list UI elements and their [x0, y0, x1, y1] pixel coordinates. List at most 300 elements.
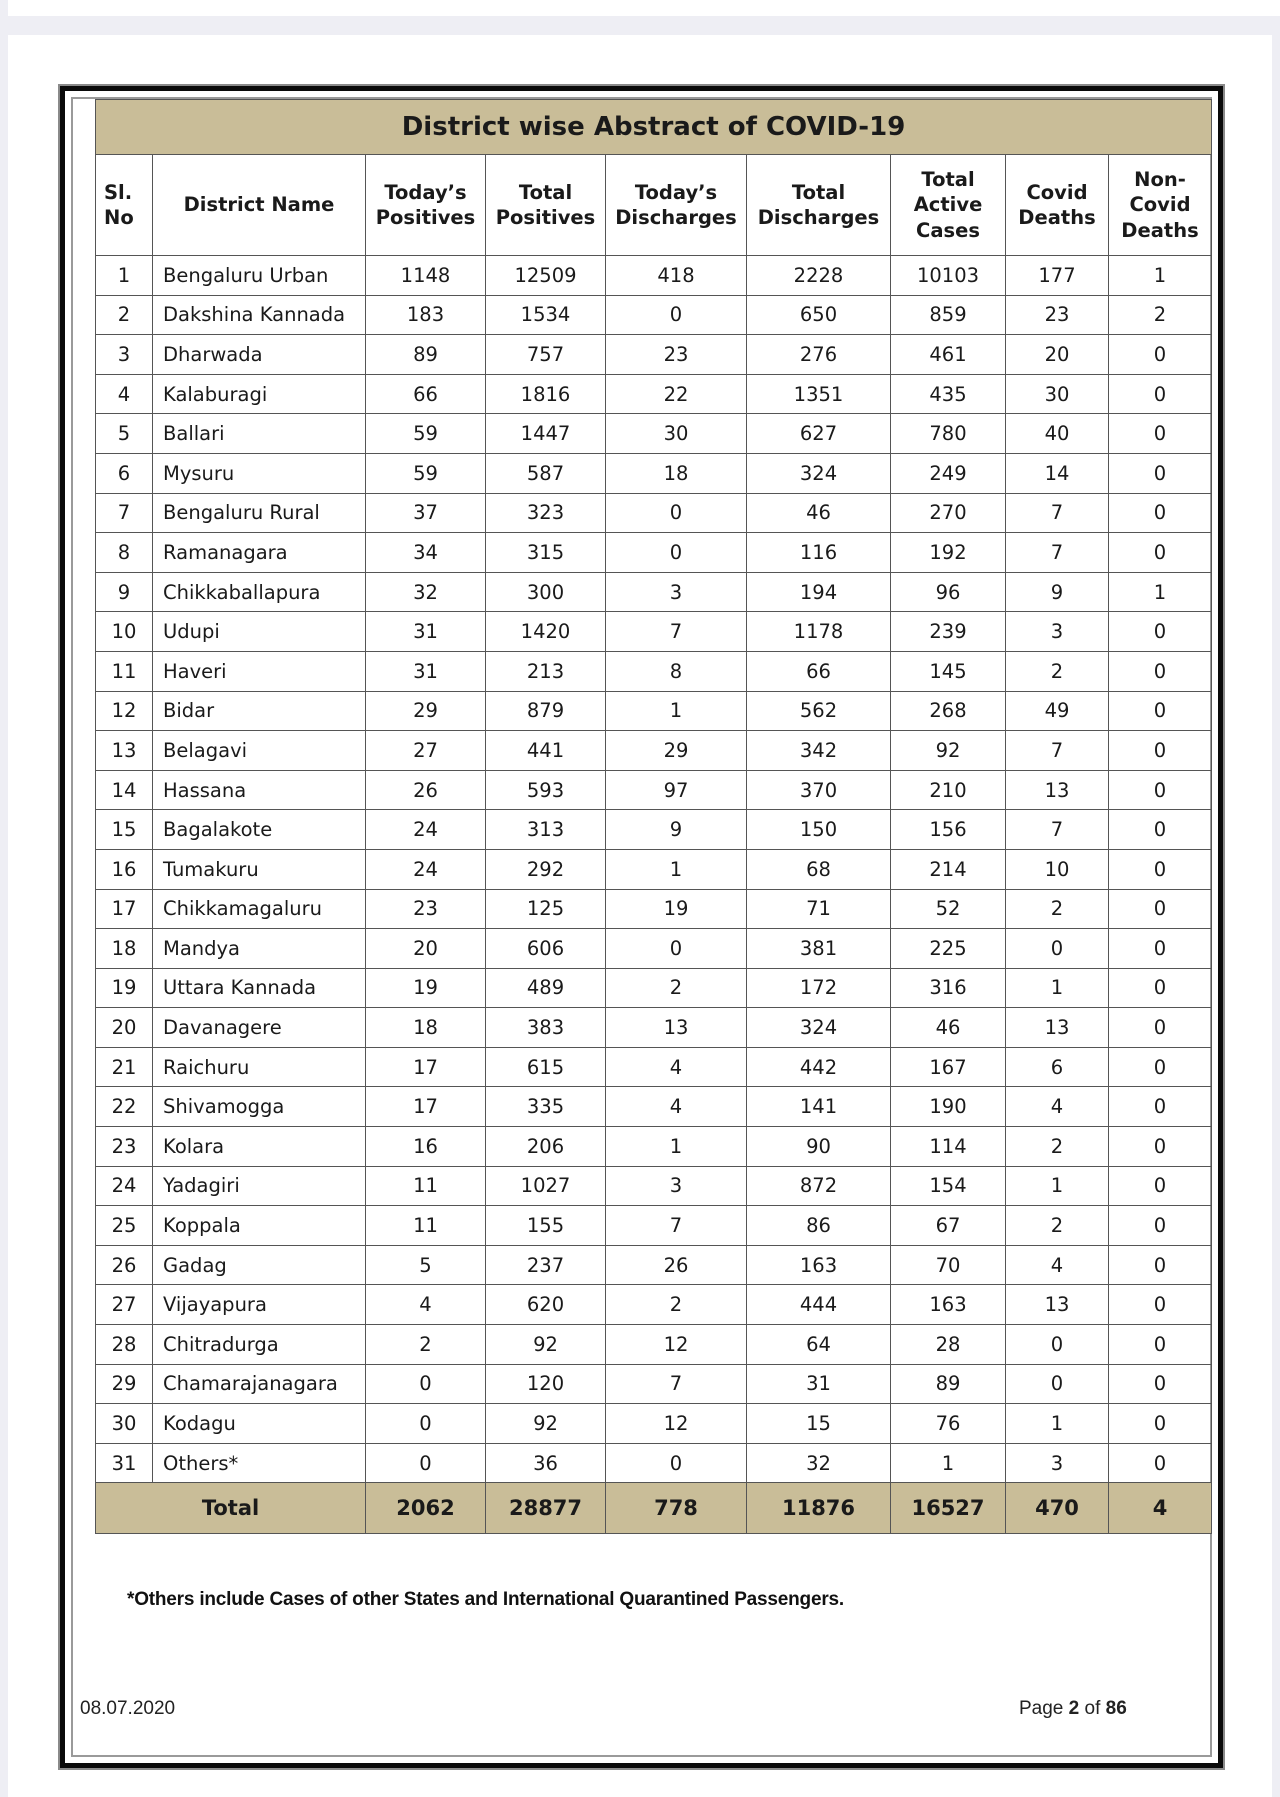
cell-total-active-cases: 210 — [891, 770, 1006, 810]
column-header-sl-no — [96, 155, 153, 256]
cell-district-name: Hassana — [153, 770, 366, 810]
cell-covid-deaths: 6 — [1006, 1047, 1109, 1087]
cell-total-positives: 120 — [486, 1364, 606, 1404]
cell-total-active-cases: 92 — [891, 731, 1006, 771]
cell-non-covid-deaths: 0 — [1109, 1364, 1212, 1404]
cell-todays-positives: 11 — [366, 1166, 486, 1206]
total-todays-positives: 2062 — [366, 1483, 486, 1534]
table-row — [96, 1087, 1212, 1127]
table-row — [96, 374, 1212, 414]
table-row — [96, 533, 1212, 573]
cell-todays-positives: 66 — [366, 374, 486, 414]
cell-total-discharges: 32 — [747, 1443, 891, 1483]
column-header-line: Non- — [1134, 167, 1186, 191]
cell-total-discharges: 342 — [747, 731, 891, 771]
table-row — [96, 1285, 1212, 1325]
cell-todays-positives: 1148 — [366, 256, 486, 296]
cell-sl-no: 26 — [96, 1245, 153, 1285]
cell-district-name: Tumakuru — [153, 849, 366, 889]
cell-non-covid-deaths: 0 — [1109, 1206, 1212, 1246]
cell-total-discharges: 276 — [747, 335, 891, 375]
cell-todays-positives: 0 — [366, 1364, 486, 1404]
cell-covid-deaths: 0 — [1006, 1325, 1109, 1365]
column-header-district-name — [153, 155, 366, 256]
cell-todays-positives: 29 — [366, 691, 486, 731]
cell-todays-discharges: 2 — [606, 968, 747, 1008]
cell-total-active-cases: 435 — [891, 374, 1006, 414]
cell-todays-positives: 59 — [366, 453, 486, 493]
cell-non-covid-deaths: 0 — [1109, 335, 1212, 375]
cell-sl-no: 16 — [96, 849, 153, 889]
cell-sl-no: 25 — [96, 1206, 153, 1246]
cell-total-active-cases: 167 — [891, 1047, 1006, 1087]
cell-total-active-cases: 67 — [891, 1206, 1006, 1246]
cell-todays-discharges: 97 — [606, 770, 747, 810]
table-row — [96, 453, 1212, 493]
cell-sl-no: 2 — [96, 295, 153, 335]
cell-todays-discharges: 12 — [606, 1325, 747, 1365]
cell-total-positives: 313 — [486, 810, 606, 850]
cell-total-discharges: 562 — [747, 691, 891, 731]
cell-total-positives: 615 — [486, 1047, 606, 1087]
cell-non-covid-deaths: 0 — [1109, 968, 1212, 1008]
table-title-row — [96, 100, 1212, 155]
cell-total-positives: 1816 — [486, 374, 606, 414]
cell-district-name: Dharwada — [153, 335, 366, 375]
page-number — [1019, 1698, 1127, 1720]
cell-total-discharges: 150 — [747, 810, 891, 850]
cell-total-positives: 323 — [486, 493, 606, 533]
cell-district-name: Bengaluru Urban — [153, 256, 366, 296]
cell-todays-positives: 0 — [366, 1404, 486, 1444]
cell-covid-deaths: 49 — [1006, 691, 1109, 731]
footnote: *Others include Cases of other States and International Quarantined Passengers. — [127, 1589, 844, 1610]
table-row — [96, 1364, 1212, 1404]
cell-district-name: Bengaluru Rural — [153, 493, 366, 533]
cell-total-positives: 12509 — [486, 256, 606, 296]
column-header-line: Active — [913, 193, 983, 217]
cell-todays-discharges: 1 — [606, 691, 747, 731]
cell-total-positives: 1534 — [486, 295, 606, 335]
cell-covid-deaths: 3 — [1006, 1443, 1109, 1483]
cell-sl-no: 28 — [96, 1325, 153, 1365]
cell-covid-deaths: 23 — [1006, 295, 1109, 335]
cell-total-discharges: 1178 — [747, 612, 891, 652]
cell-total-active-cases: 114 — [891, 1127, 1006, 1167]
cell-covid-deaths: 10 — [1006, 849, 1109, 889]
cell-total-positives: 292 — [486, 849, 606, 889]
table-row — [96, 1325, 1212, 1365]
cell-todays-positives: 37 — [366, 493, 486, 533]
cell-todays-positives: 19 — [366, 968, 486, 1008]
cell-non-covid-deaths: 0 — [1109, 770, 1212, 810]
cell-sl-no: 29 — [96, 1364, 153, 1404]
cell-todays-positives: 5 — [366, 1245, 486, 1285]
column-header-line: No — [104, 206, 134, 229]
cell-todays-discharges: 3 — [606, 1166, 747, 1206]
footer-date: 08.07.2020 — [80, 1698, 176, 1719]
cell-district-name: Gadag — [153, 1245, 366, 1285]
cell-todays-discharges: 7 — [606, 1206, 747, 1246]
column-header-line: Cases — [916, 218, 980, 242]
cell-total-active-cases: 89 — [891, 1364, 1006, 1404]
cell-todays-positives: 17 — [366, 1047, 486, 1087]
table-row — [96, 1206, 1212, 1246]
cell-total-positives: 315 — [486, 533, 606, 573]
cell-total-discharges: 2228 — [747, 256, 891, 296]
cell-total-discharges: 381 — [747, 929, 891, 969]
cell-sl-no: 7 — [96, 493, 153, 533]
cell-todays-discharges: 29 — [606, 731, 747, 771]
cell-non-covid-deaths: 0 — [1109, 651, 1212, 691]
column-header-line: Total — [921, 167, 975, 191]
table-row — [96, 1047, 1212, 1087]
cell-total-discharges: 31 — [747, 1364, 891, 1404]
district-abstract-table — [95, 99, 1212, 1534]
column-header-line: Discharges — [757, 206, 880, 229]
cell-district-name: Kodagu — [153, 1404, 366, 1444]
column-header-line: Total — [791, 180, 846, 204]
cell-sl-no: 8 — [96, 533, 153, 573]
cell-total-discharges: 116 — [747, 533, 891, 573]
cell-todays-positives: 89 — [366, 335, 486, 375]
column-header-line: Discharges — [615, 206, 737, 229]
cell-non-covid-deaths: 0 — [1109, 1047, 1212, 1087]
cell-covid-deaths: 7 — [1006, 533, 1109, 573]
table-row — [96, 731, 1212, 771]
table-row — [96, 929, 1212, 969]
cell-district-name: Kolara — [153, 1127, 366, 1167]
cell-total-active-cases: 1 — [891, 1443, 1006, 1483]
cell-sl-no: 6 — [96, 453, 153, 493]
cell-covid-deaths: 1 — [1006, 1166, 1109, 1206]
cell-todays-discharges: 18 — [606, 453, 747, 493]
cell-sl-no: 24 — [96, 1166, 153, 1206]
cell-todays-positives: 11 — [366, 1206, 486, 1246]
cell-todays-discharges: 22 — [606, 374, 747, 414]
cell-non-covid-deaths: 0 — [1109, 929, 1212, 969]
cell-todays-positives: 26 — [366, 770, 486, 810]
table-row — [96, 612, 1212, 652]
cell-sl-no: 31 — [96, 1443, 153, 1483]
table-row — [96, 335, 1212, 375]
cell-todays-positives: 4 — [366, 1285, 486, 1325]
cell-sl-no: 14 — [96, 770, 153, 810]
cell-total-positives: 206 — [486, 1127, 606, 1167]
column-header-line: Sl. — [104, 180, 133, 204]
cell-total-discharges: 172 — [747, 968, 891, 1008]
cell-covid-deaths: 2 — [1006, 1127, 1109, 1167]
table-row — [96, 770, 1212, 810]
cell-sl-no: 23 — [96, 1127, 153, 1167]
cell-total-positives: 36 — [486, 1443, 606, 1483]
cell-todays-positives: 31 — [366, 651, 486, 691]
table-row — [96, 968, 1212, 1008]
cell-todays-positives: 24 — [366, 849, 486, 889]
cell-covid-deaths: 30 — [1006, 374, 1109, 414]
cell-sl-no: 13 — [96, 731, 153, 771]
cell-todays-discharges: 7 — [606, 1364, 747, 1404]
cell-todays-discharges: 418 — [606, 256, 747, 296]
cell-covid-deaths: 1 — [1006, 968, 1109, 1008]
cell-todays-discharges: 19 — [606, 889, 747, 929]
cell-covid-deaths: 2 — [1006, 1206, 1109, 1246]
column-header-line: District Name — [183, 193, 335, 217]
cell-sl-no: 17 — [96, 889, 153, 929]
cell-non-covid-deaths: 0 — [1109, 691, 1212, 731]
cell-sl-no: 19 — [96, 968, 153, 1008]
table-row — [96, 1404, 1212, 1444]
cell-total-discharges: 86 — [747, 1206, 891, 1246]
cell-todays-positives: 2 — [366, 1325, 486, 1365]
total-total-active-cases: 16527 — [891, 1483, 1006, 1534]
cell-todays-discharges: 23 — [606, 335, 747, 375]
column-header-line: Positives — [495, 206, 596, 229]
cell-district-name: Ballari — [153, 414, 366, 454]
cell-todays-discharges: 30 — [606, 414, 747, 454]
cell-non-covid-deaths: 0 — [1109, 1008, 1212, 1048]
cell-total-active-cases: 239 — [891, 612, 1006, 652]
cell-non-covid-deaths: 0 — [1109, 889, 1212, 929]
cell-non-covid-deaths: 0 — [1109, 731, 1212, 771]
cell-total-positives: 213 — [486, 651, 606, 691]
cell-todays-discharges: 13 — [606, 1008, 747, 1048]
cell-sl-no: 27 — [96, 1285, 153, 1325]
total-total-discharges: 11876 — [747, 1483, 891, 1534]
cell-total-active-cases: 270 — [891, 493, 1006, 533]
cell-total-positives: 620 — [486, 1285, 606, 1325]
cell-total-positives: 383 — [486, 1008, 606, 1048]
cell-non-covid-deaths: 0 — [1109, 1404, 1212, 1444]
cell-todays-positives: 59 — [366, 414, 486, 454]
cell-total-positives: 92 — [486, 1325, 606, 1365]
cell-sl-no: 18 — [96, 929, 153, 969]
cell-sl-no: 15 — [96, 810, 153, 850]
cell-total-active-cases: 28 — [891, 1325, 1006, 1365]
cell-covid-deaths: 20 — [1006, 335, 1109, 375]
cell-total-discharges: 324 — [747, 1008, 891, 1048]
cell-total-discharges: 71 — [747, 889, 891, 929]
table-row — [96, 493, 1212, 533]
cell-district-name: Udupi — [153, 612, 366, 652]
column-header-row — [96, 155, 1212, 256]
page-total: 86 — [1105, 1698, 1127, 1719]
cell-total-active-cases: 156 — [891, 810, 1006, 850]
table-row — [96, 1008, 1212, 1048]
cell-todays-positives: 34 — [366, 533, 486, 573]
cell-total-active-cases: 249 — [891, 453, 1006, 493]
cell-district-name: Chitradurga — [153, 1325, 366, 1365]
cell-todays-positives: 0 — [366, 1443, 486, 1483]
cell-total-positives: 92 — [486, 1404, 606, 1444]
cell-district-name: Chikkamagaluru — [153, 889, 366, 929]
cell-sl-no: 12 — [96, 691, 153, 731]
cell-total-discharges: 442 — [747, 1047, 891, 1087]
cell-todays-discharges: 1 — [606, 1127, 747, 1167]
cell-total-positives: 489 — [486, 968, 606, 1008]
cell-total-active-cases: 461 — [891, 335, 1006, 375]
cell-todays-positives: 23 — [366, 889, 486, 929]
cell-todays-discharges: 9 — [606, 810, 747, 850]
cell-non-covid-deaths: 0 — [1109, 374, 1212, 414]
page-mid: of — [1079, 1698, 1106, 1719]
cell-total-discharges: 163 — [747, 1245, 891, 1285]
cell-covid-deaths: 4 — [1006, 1087, 1109, 1127]
cell-total-active-cases: 96 — [891, 572, 1006, 612]
cell-total-active-cases: 145 — [891, 651, 1006, 691]
cell-total-discharges: 66 — [747, 651, 891, 691]
cell-non-covid-deaths: 0 — [1109, 1443, 1212, 1483]
cell-total-discharges: 627 — [747, 414, 891, 454]
cell-non-covid-deaths: 0 — [1109, 493, 1212, 533]
table-row — [96, 1443, 1212, 1483]
column-header-todays-discharges — [606, 155, 747, 256]
cell-district-name: Kalaburagi — [153, 374, 366, 414]
cell-todays-positives: 27 — [366, 731, 486, 771]
cell-covid-deaths: 4 — [1006, 1245, 1109, 1285]
cell-sl-no: 4 — [96, 374, 153, 414]
cell-total-discharges: 90 — [747, 1127, 891, 1167]
cell-total-discharges: 141 — [747, 1087, 891, 1127]
cell-total-positives: 335 — [486, 1087, 606, 1127]
cell-covid-deaths: 13 — [1006, 1285, 1109, 1325]
cell-total-positives: 593 — [486, 770, 606, 810]
cell-todays-positives: 32 — [366, 572, 486, 612]
cell-non-covid-deaths: 0 — [1109, 612, 1212, 652]
column-header-line: Covid — [1026, 180, 1088, 204]
column-header-todays-positives — [366, 155, 486, 256]
table-row — [96, 256, 1212, 296]
table-row — [96, 651, 1212, 691]
cell-district-name: Koppala — [153, 1206, 366, 1246]
cell-total-active-cases: 70 — [891, 1245, 1006, 1285]
cell-total-discharges: 194 — [747, 572, 891, 612]
cell-todays-positives: 20 — [366, 929, 486, 969]
cell-total-discharges: 46 — [747, 493, 891, 533]
cell-non-covid-deaths: 0 — [1109, 1285, 1212, 1325]
column-header-total-active-cases — [891, 155, 1006, 256]
column-header-total-discharges — [747, 155, 891, 256]
cell-total-active-cases: 190 — [891, 1087, 1006, 1127]
previous-page-edge — [8, 0, 1280, 16]
total-non-covid-deaths: 4 — [1109, 1483, 1212, 1534]
cell-district-name: Bidar — [153, 691, 366, 731]
cell-todays-discharges: 8 — [606, 651, 747, 691]
table-row — [96, 691, 1212, 731]
total-covid-deaths: 470 — [1006, 1483, 1109, 1534]
cell-district-name: Mandya — [153, 929, 366, 969]
cell-non-covid-deaths: 0 — [1109, 533, 1212, 573]
table-title: District wise Abstract of COVID-19 — [96, 100, 1212, 155]
table-row — [96, 849, 1212, 889]
cell-total-positives: 441 — [486, 731, 606, 771]
cell-todays-positives: 31 — [366, 612, 486, 652]
cell-total-active-cases: 52 — [891, 889, 1006, 929]
table-row — [96, 295, 1212, 335]
cell-total-active-cases: 46 — [891, 1008, 1006, 1048]
cell-district-name: Belagavi — [153, 731, 366, 771]
cell-total-active-cases: 163 — [891, 1285, 1006, 1325]
cell-total-discharges: 324 — [747, 453, 891, 493]
cell-non-covid-deaths: 0 — [1109, 1166, 1212, 1206]
cell-total-positives: 125 — [486, 889, 606, 929]
cell-district-name: Others* — [153, 1443, 366, 1483]
cell-covid-deaths: 1 — [1006, 1404, 1109, 1444]
column-header-line: Total — [518, 180, 573, 204]
cell-todays-positives: 18 — [366, 1008, 486, 1048]
cell-todays-discharges: 2 — [606, 1285, 747, 1325]
cell-district-name: Mysuru — [153, 453, 366, 493]
column-header-total-positives — [486, 155, 606, 256]
cell-non-covid-deaths: 1 — [1109, 572, 1212, 612]
table-row — [96, 414, 1212, 454]
cell-district-name: Dakshina Kannada — [153, 295, 366, 335]
total-total-positives: 28877 — [486, 1483, 606, 1534]
column-header-non-covid-deaths — [1109, 155, 1212, 256]
cell-district-name: Ramanagara — [153, 533, 366, 573]
cell-todays-positives: 16 — [366, 1127, 486, 1167]
cell-total-active-cases: 154 — [891, 1166, 1006, 1206]
column-header-line: Positives — [375, 206, 476, 229]
cell-total-positives: 1027 — [486, 1166, 606, 1206]
cell-covid-deaths: 7 — [1006, 810, 1109, 850]
cell-sl-no: 21 — [96, 1047, 153, 1087]
table-row — [96, 1166, 1212, 1206]
cell-district-name: Raichuru — [153, 1047, 366, 1087]
table-body — [96, 256, 1212, 1483]
cell-district-name: Haveri — [153, 651, 366, 691]
total-label: Total — [96, 1483, 366, 1534]
cell-covid-deaths: 177 — [1006, 256, 1109, 296]
cell-total-discharges: 15 — [747, 1404, 891, 1444]
page-prefix: Page — [1019, 1698, 1069, 1719]
total-row — [96, 1483, 1212, 1534]
cell-todays-discharges: 0 — [606, 1443, 747, 1483]
cell-total-active-cases: 225 — [891, 929, 1006, 969]
cell-todays-discharges: 3 — [606, 572, 747, 612]
cell-non-covid-deaths: 0 — [1109, 849, 1212, 889]
cell-covid-deaths: 2 — [1006, 889, 1109, 929]
column-header-line: Deaths — [1121, 218, 1199, 242]
total-todays-discharges: 778 — [606, 1483, 747, 1534]
cell-non-covid-deaths: 0 — [1109, 1245, 1212, 1285]
cell-total-discharges: 1351 — [747, 374, 891, 414]
cell-todays-discharges: 4 — [606, 1087, 747, 1127]
cell-sl-no: 30 — [96, 1404, 153, 1444]
cell-total-active-cases: 192 — [891, 533, 1006, 573]
cell-todays-positives: 183 — [366, 295, 486, 335]
page-current: 2 — [1068, 1698, 1080, 1719]
cell-district-name: Vijayapura — [153, 1285, 366, 1325]
cell-sl-no: 20 — [96, 1008, 153, 1048]
cell-total-active-cases: 780 — [891, 414, 1006, 454]
cell-non-covid-deaths: 0 — [1109, 810, 1212, 850]
cell-covid-deaths: 7 — [1006, 493, 1109, 533]
cell-district-name: Davanagere — [153, 1008, 366, 1048]
cell-total-discharges: 64 — [747, 1325, 891, 1365]
cell-covid-deaths: 2 — [1006, 651, 1109, 691]
table-row — [96, 1127, 1212, 1167]
cell-covid-deaths: 14 — [1006, 453, 1109, 493]
cell-total-positives: 300 — [486, 572, 606, 612]
cell-non-covid-deaths: 0 — [1109, 1325, 1212, 1365]
cell-total-positives: 606 — [486, 929, 606, 969]
cell-covid-deaths: 7 — [1006, 731, 1109, 771]
cell-non-covid-deaths: 2 — [1109, 295, 1212, 335]
cell-non-covid-deaths: 1 — [1109, 256, 1212, 296]
cell-total-discharges: 872 — [747, 1166, 891, 1206]
cell-todays-discharges: 4 — [606, 1047, 747, 1087]
